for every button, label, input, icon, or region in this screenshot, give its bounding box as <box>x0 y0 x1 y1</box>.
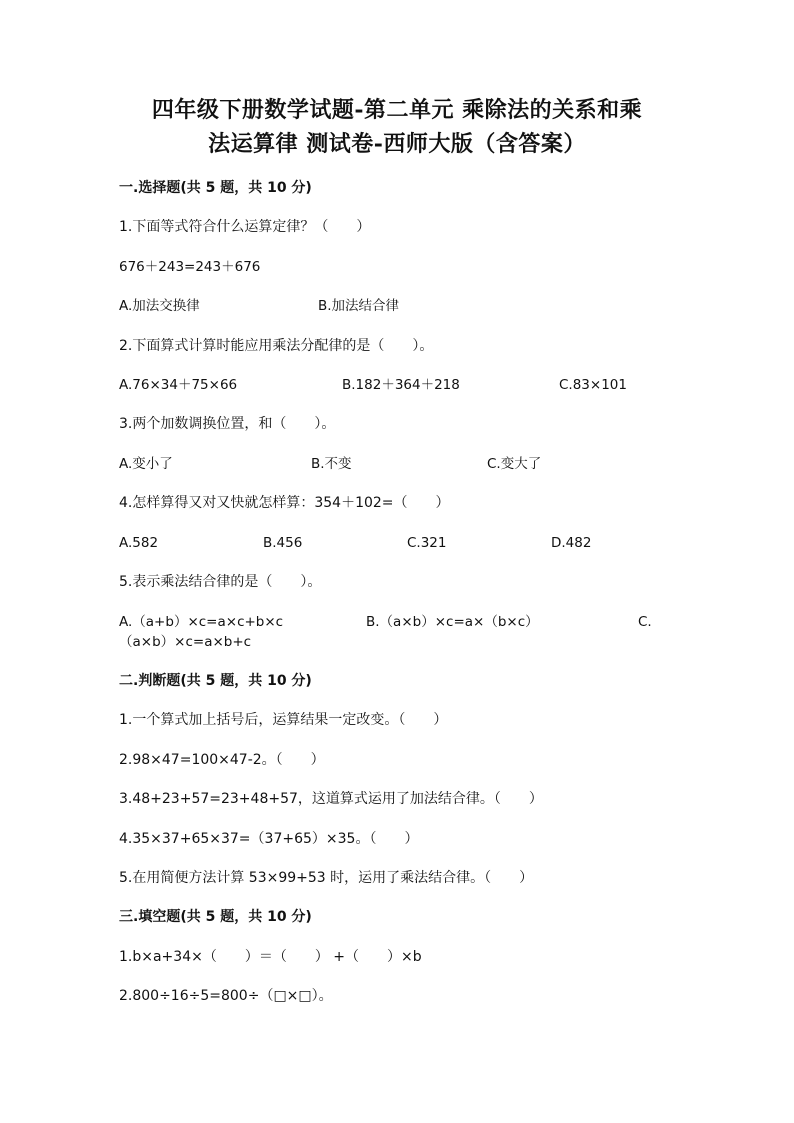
choice-q5-option-c-expression: （a×b）×c=a×b+c <box>119 634 252 650</box>
choice-q2-option-c: C.83×101 <box>559 377 627 393</box>
choice-q4-option-d: D.482 <box>551 535 592 551</box>
judge-q4-text: 4.35×37+65×37=（37+65）×35。（ ） <box>119 831 419 847</box>
judge-q3-text: 3.48+23+57=23+48+57，这道算式运用了加法结合律。（ ） <box>119 791 543 807</box>
choice-q5-text: 5.表示乘法结合律的是（ ）。 <box>119 574 322 590</box>
choice-q1-option-b: B.加法结合律 <box>318 298 400 314</box>
fill-q2-text: 2.800÷16÷5=800÷（□×□）。 <box>119 988 333 1004</box>
choice-q4-text: 4.怎样算得又对又快就怎样算：354＋102=（ ） <box>119 495 450 511</box>
choice-q3-option-c: C.变大了 <box>487 456 542 472</box>
choice-q5-option-a: A.（a+b）×c=a×c+b×c <box>119 614 284 630</box>
choice-q5-option-c-label: C. <box>638 614 652 630</box>
judge-q2-text: 2.98×47=100×47-2。（ ） <box>119 752 325 768</box>
choice-q3-option-b: B.不变 <box>311 456 352 472</box>
choice-q2-text: 2.下面算式计算时能应用乘法分配律的是（ ）。 <box>119 338 434 354</box>
choice-q4-option-b: B.456 <box>263 535 303 551</box>
section-fill-heading: 三.填空题(共 5 题，共 10 分) <box>119 909 312 925</box>
choice-q2-option-a: A.76×34＋75×66 <box>119 377 238 393</box>
choice-q5-option-b: B.（a×b）×c=a×（b×c） <box>366 614 539 630</box>
section-choice-heading: 一.选择题(共 5 题，共 10 分) <box>119 180 312 196</box>
choice-q1-expression: 676＋243=243＋676 <box>119 259 261 275</box>
choice-q3-option-a: A.变小了 <box>119 456 173 472</box>
choice-q4-option-c: C.321 <box>407 535 447 551</box>
section-judge-heading: 二.判断题(共 5 题，共 10 分) <box>119 673 312 689</box>
choice-q1-option-a: A.加法交换律 <box>119 298 200 314</box>
choice-q2-option-b: B.182＋364＋218 <box>342 377 460 393</box>
choice-q1-text: 1.下面等式符合什么运算定律？（ ） <box>119 219 371 235</box>
choice-q4-option-a: A.582 <box>119 535 159 551</box>
choice-q3-text: 3.两个加数调换位置，和（ ）。 <box>119 416 336 432</box>
fill-q1-text: 1.b×a+34×（ ）＝（ ） +（ ）×b <box>119 949 422 965</box>
judge-q5-text: 5.在用简便方法计算 53×99+53 时，运用了乘法结合律。（ ） <box>119 870 534 886</box>
judge-q1-text: 1.一个算式加上括号后，运算结果一定改变。（ ） <box>119 712 448 728</box>
exam-title-line1: 四年级下册数学试题-第二单元 乘除法的关系和乘 <box>151 97 643 123</box>
exam-title-line2: 法运算律 测试卷-西师大版（含答案） <box>208 131 586 157</box>
